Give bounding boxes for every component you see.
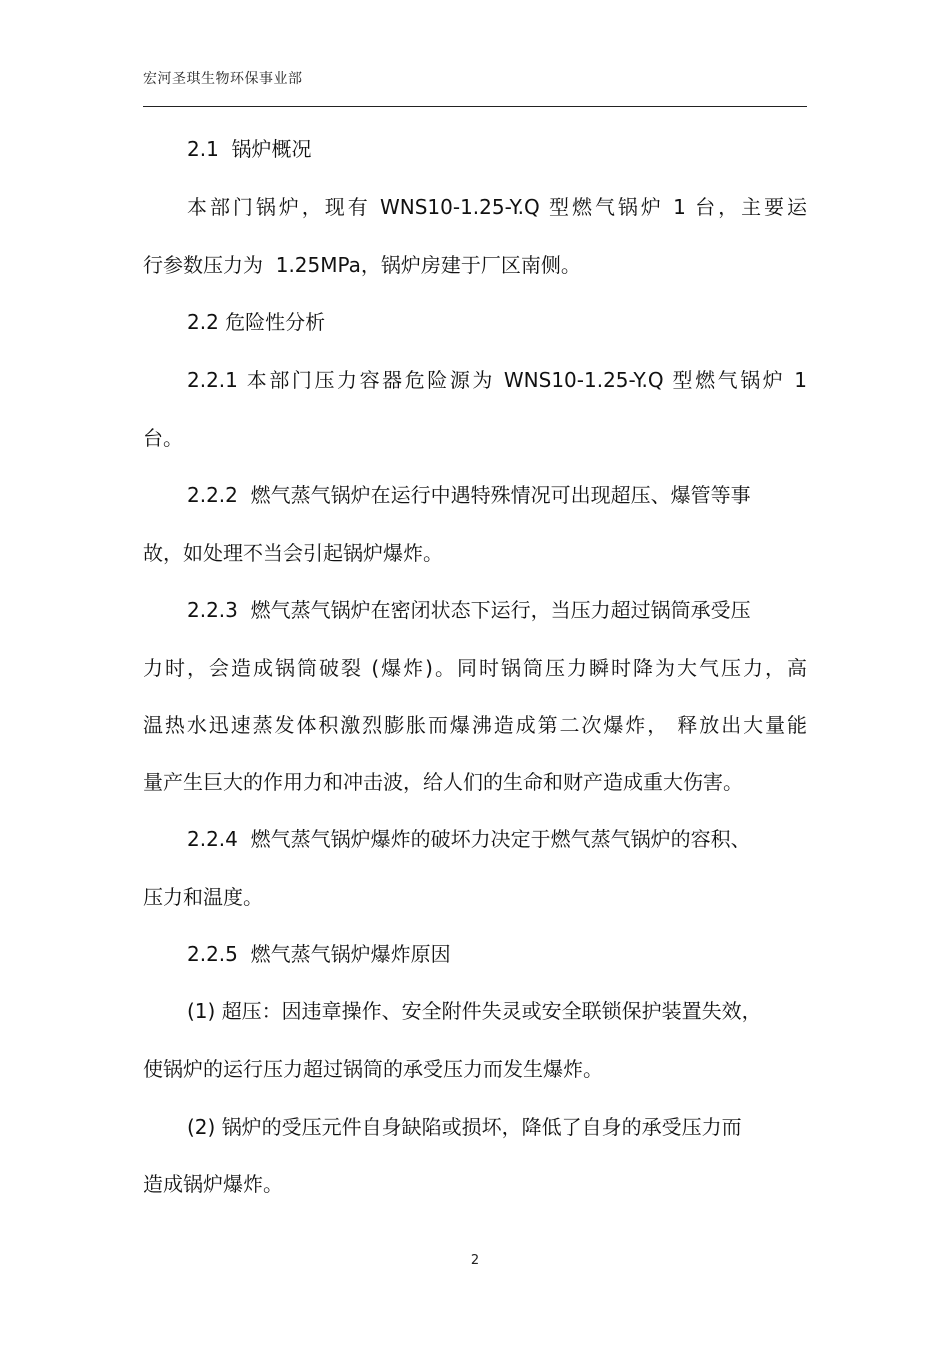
paragraph-line: 2.2.4 燃气蒸气锅炉爆炸的破坏力决定于燃气蒸气锅炉的容积、 [187,827,751,851]
paragraph-line: 使锅炉的运行压力超过锅筒的承受压力而发生爆炸。 [143,1057,603,1081]
paragraph-line: 力时，会造成锅筒破裂 (爆炸)。同时锅筒压力瞬时降为大气压力，高 [143,656,807,680]
header-org-name: 宏河圣琪生物环保事业部 [143,71,303,87]
header-divider [143,106,807,107]
paragraph-line: 温热水迅速蒸发体积激烈膨胀而爆沸造成第二次爆炸， 释放出大量能 [143,713,807,737]
paragraph-line: 故，如处理不当会引起锅炉爆炸。 [143,541,443,565]
page-number: 2 [470,1253,480,1268]
paragraph-line: 行参数压力为 1.25MPa，锅炉房建于厂区南侧。 [143,253,581,277]
paragraph-line: 台。 [143,426,183,450]
paragraph-line: 量产生巨大的作用力和冲击波，给人们的生命和财产造成重大伤害。 [143,770,743,794]
paragraph-line: 2.2.3 燃气蒸气锅炉在密闭状态下运行，当压力超过锅筒承受压 [187,598,751,622]
section-heading-2-2: 2.2 危险性分析 [187,310,326,334]
paragraph-line: 2.2.1 本部门压力容器危险源为 WNS10-1.25-Y.Q 型燃气锅炉 1 [187,368,807,392]
paragraph-line: 造成锅炉爆炸。 [143,1172,283,1196]
list-item-2: (2) 锅炉的受压元件自身缺陷或损坏，降低了自身的承受压力而 [187,1115,742,1139]
paragraph-line: 2.2.2 燃气蒸气锅炉在运行中遇特殊情况可出现超压、爆管等事 [187,483,751,507]
paragraph-line: 本部门锅炉，现有 WNS10-1.25-Y.Q 型燃气锅炉 1 台，主要运 [187,195,807,219]
section-heading-2-2-5: 2.2.5 燃气蒸气锅炉爆炸原因 [187,942,451,966]
section-heading-2-1: 2.1 锅炉概况 [187,137,312,161]
list-item-1: (1) 超压：因违章操作、安全附件失灵或安全联锁保护装置失效， [187,999,762,1023]
paragraph-line: 压力和温度。 [143,885,263,909]
